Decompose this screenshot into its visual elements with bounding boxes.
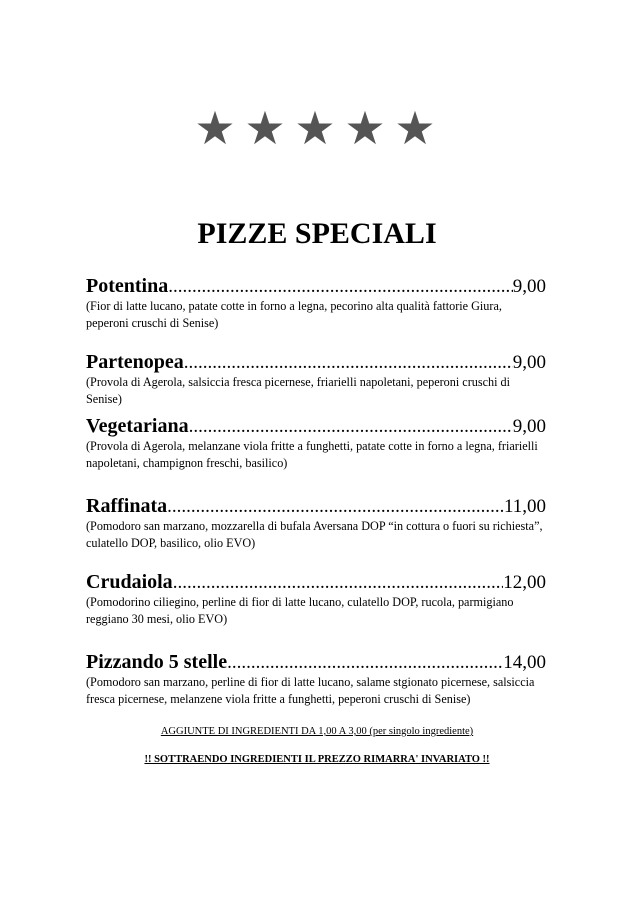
- star-icon: ★: [394, 103, 440, 154]
- star-icon: ★: [194, 103, 240, 154]
- menu-item-pizzando-5-stelle: [86, 651, 546, 708]
- item-description: (Pomodoro san marzano, mozzarella di bufala Aversana DOP “in cottura o fuori su richiesta”, culatello DOP, basilico, olio EVO): [86, 519, 543, 550]
- star-icon: ★: [244, 103, 290, 154]
- menu-item-vegetariana: [86, 415, 546, 472]
- star-icon: ★: [344, 103, 390, 154]
- item-name: Pizzando 5 stelle: [86, 651, 228, 673]
- dot-leader: [189, 416, 513, 438]
- item-price: 9,00: [512, 352, 546, 373]
- item-name: Raffinata: [86, 495, 168, 517]
- item-description: (Provola di Agerola, melanzane viola fritte a funghetti, patate cotte in forno a legna, friarielli napoletani, champignon freschi, basilico): [86, 439, 538, 470]
- item-description: (Provola di Agerola, salsiccia fresca picernese, friarielli napoletani, peperoni cruschi di Senise): [86, 375, 511, 406]
- item-name: Crudaiola: [86, 571, 173, 593]
- dot-leader: [168, 276, 513, 298]
- menu-item-partenopea: [86, 351, 546, 408]
- dot-leader: [184, 352, 513, 374]
- dot-leader: [227, 652, 503, 674]
- item-name: Partenopea: [86, 351, 184, 373]
- item-name: Vegetariana: [86, 415, 189, 437]
- dot-leader: [167, 496, 504, 518]
- item-price: 11,00: [503, 496, 546, 517]
- additions-note: AGGIUNTE DI INGREDIENTI DA 1,00 A 3,00 (per singolo ingrediente): [160, 726, 474, 737]
- star-icon: ★: [294, 103, 340, 154]
- menu-item-raffinata: [86, 495, 546, 552]
- item-name: Potentina: [86, 275, 169, 297]
- page-title: PIZZE SPECIALI: [197, 217, 437, 250]
- item-price: 9,00: [512, 276, 546, 297]
- menu-item-crudaiola: [86, 571, 546, 628]
- rating-stars: [0, 104, 634, 154]
- item-description: (Fior di latte lucano, patate cotte in forno a legna, pecorino alta qualità fattorie Giura, peperoni cruschi di Senise): [86, 299, 502, 330]
- item-description: (Pomodoro san marzano, perline di fior di latte lucano, salame stgionato picernese, salsiccia fresca picernese, melanzene viola fritte a funghetti, peperoni cruschi di Senise): [86, 675, 535, 706]
- dot-leader: [173, 572, 504, 594]
- item-price: 9,00: [512, 416, 546, 437]
- removals-note: !! SOTTRAENDO INGREDIENTI IL PREZZO RIMARRA' INVARIATO !!: [144, 754, 490, 765]
- item-price: 14,00: [503, 652, 546, 673]
- item-price: 12,00: [503, 572, 546, 593]
- menu-item-potentina: [86, 275, 546, 332]
- item-description: (Pomodorino ciliegino, perline di fior di latte lucano, culatello DOP, rucola, parmigiano reggiano 30 mesi, olio EVO): [86, 595, 514, 626]
